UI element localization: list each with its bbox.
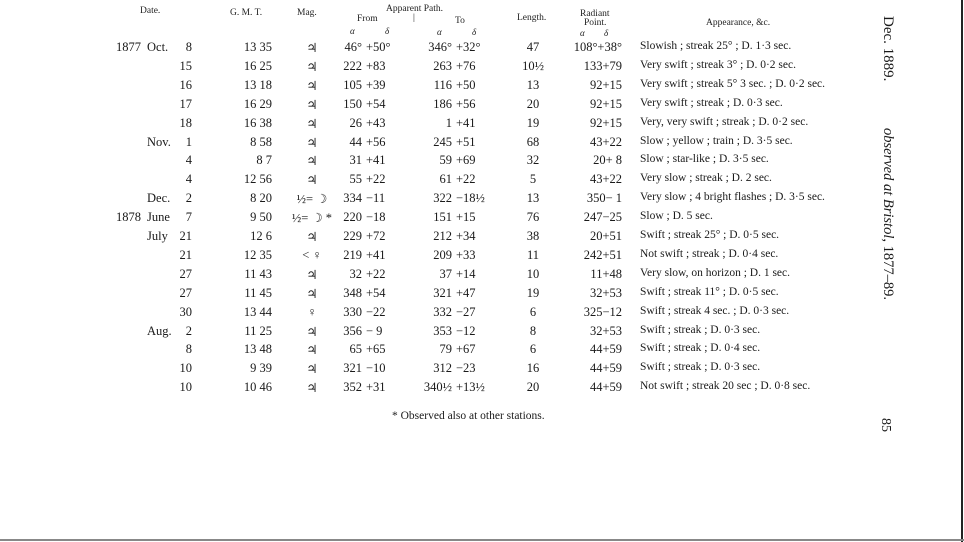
- cell-appearance: Swift ; streak 11° ; D. 0·5 sec.: [640, 285, 779, 298]
- cell-from-alpha: 352: [343, 380, 362, 395]
- cell-year: 1877: [116, 40, 141, 54]
- cell-radiant: 20+ 8: [593, 153, 622, 168]
- cell-appearance: Slowish ; streak 25° ; D. 1·3 sec.: [640, 40, 792, 52]
- cell-from-delta: +50°: [366, 40, 391, 54]
- cell-to-alpha: 59: [439, 153, 452, 168]
- cell-to-delta: +14: [456, 266, 476, 281]
- header-apparent-path: Apparent Path.: [386, 4, 443, 14]
- running-header: Dec. 1889.: [880, 16, 896, 82]
- running-title: [879, 128, 896, 300]
- cell-from-delta: +54: [366, 96, 386, 111]
- cell-appearance: Swift ; streak ; D. 0·3 sec.: [640, 361, 761, 374]
- cell-magnitude: ♃: [306, 116, 318, 131]
- header-gmt: G. M. T.: [230, 8, 263, 18]
- cell-to-delta: +33: [456, 247, 476, 262]
- cell-appearance: Very slow, on horizon ; D. 1 sec.: [640, 266, 791, 279]
- cell-magnitude: ♃: [306, 267, 318, 282]
- cell-gmt: 16 25: [243, 58, 272, 73]
- cell-to-alpha: 245: [433, 134, 452, 149]
- header-date: Date.: [140, 6, 161, 16]
- cell-from-alpha: 348: [343, 285, 362, 300]
- cell-month: Dec.: [147, 191, 171, 206]
- cell-appearance: Very, very swift ; streak ; D. 0·2 sec.: [640, 115, 809, 128]
- cell-length: 13: [526, 77, 540, 92]
- cell-from-delta: +39: [366, 77, 386, 92]
- cell-appearance: Very slow ; streak ; D. 2 sec.: [640, 172, 772, 185]
- cell-appearance: Swift ; streak 4 sec. ; D. 0·3 sec.: [640, 304, 790, 317]
- cell-length: 47: [526, 40, 540, 54]
- cell-magnitude: ♃: [306, 230, 318, 244]
- cell-to-delta: +50: [456, 77, 476, 92]
- cell-year: 1878: [116, 210, 141, 225]
- cell-length: 16: [526, 361, 540, 376]
- cell-gmt: 16 29: [243, 96, 272, 111]
- cell-to-delta: +76: [456, 58, 476, 73]
- cell-magnitude: ♃: [306, 324, 318, 339]
- header-to-alpha: α: [437, 27, 442, 37]
- header-radiant-2: Point.: [584, 18, 607, 28]
- cell-from-alpha: 330: [343, 304, 362, 319]
- cell-from-delta: +31: [366, 380, 386, 395]
- cell-from-delta: −10: [366, 361, 386, 376]
- cell-appearance: Swift ; streak ; D. 0·3 sec.: [640, 323, 761, 336]
- cell-to-alpha: 212: [433, 229, 452, 243]
- cell-length: 6: [529, 342, 537, 357]
- cell-to-delta: +13½: [456, 380, 485, 395]
- cell-month: Oct.: [147, 40, 169, 54]
- cell-magnitude: ♃: [306, 41, 318, 55]
- cell-to-alpha: 116: [433, 77, 452, 92]
- cell-month: Aug.: [147, 323, 172, 338]
- cell-radiant: 43+22: [589, 172, 622, 187]
- cell-radiant: 43+22: [589, 134, 622, 149]
- cell-gmt: 13 18: [243, 77, 272, 92]
- cell-appearance: Very swift ; streak ; D. 0·3 sec.: [640, 96, 783, 109]
- cell-to-delta: +22: [456, 172, 476, 187]
- cell-length: 11: [526, 247, 540, 262]
- cell-magnitude: ♃: [306, 78, 318, 93]
- cell-from-alpha: 32: [349, 266, 362, 281]
- cell-gmt: 12 56: [243, 172, 272, 187]
- cell-length: 19: [526, 285, 540, 300]
- cell-day: 15: [179, 58, 192, 73]
- cell-magnitude: ♃: [306, 286, 318, 301]
- cell-day: 4: [185, 172, 192, 187]
- cell-from-delta: +54: [366, 285, 386, 300]
- cell-to-alpha: 1: [445, 115, 452, 130]
- cell-day: 7: [185, 210, 192, 225]
- cell-length: 38: [526, 229, 540, 243]
- cell-appearance: Slow ; D. 5 sec.: [640, 210, 713, 223]
- cell-gmt: 8 20: [250, 191, 272, 206]
- cell-radiant: 108°+38°: [573, 40, 622, 54]
- header-from-alpha: α: [350, 26, 355, 36]
- cell-magnitude: ♃: [306, 381, 318, 396]
- cell-magnitude: ♃: [306, 362, 318, 377]
- cell-day: 8: [185, 40, 192, 54]
- cell-radiant: 11+48: [590, 266, 622, 281]
- cell-magnitude: < ♀: [302, 247, 322, 262]
- header-radiant-delta: δ: [604, 28, 609, 38]
- cell-to-alpha: 79: [439, 342, 452, 357]
- cell-from-alpha: 222: [343, 58, 362, 73]
- cell-appearance: Swift ; streak ; D. 0·4 sec.: [640, 342, 761, 355]
- cell-length: 20: [526, 96, 540, 111]
- cell-from-alpha: 321: [343, 361, 362, 376]
- header-radiant-alpha: α: [580, 28, 585, 38]
- cell-length: 32: [526, 153, 540, 168]
- header-length: Length.: [517, 13, 547, 23]
- cell-radiant: 92+15: [589, 77, 622, 92]
- cell-gmt: 9 50: [250, 210, 272, 225]
- cell-length: 20: [526, 380, 540, 395]
- cell-from-delta: +41: [366, 153, 386, 168]
- cell-day: 4: [185, 153, 192, 168]
- cell-from-delta: −11: [366, 191, 386, 206]
- cell-appearance: Very slow ; 4 bright flashes ; D. 3·5 sec.: [640, 191, 825, 204]
- cell-month: June: [147, 210, 170, 225]
- cell-day: 2: [185, 191, 192, 206]
- cell-radiant: 133+79: [583, 58, 622, 73]
- cell-from-delta: +41: [366, 247, 386, 262]
- cell-day: 2: [185, 323, 192, 338]
- cell-day: 18: [179, 115, 192, 130]
- header-mag: Mag.: [297, 8, 317, 18]
- cell-radiant: 32+53: [589, 285, 622, 300]
- footnote: * Observed also at other stations.: [392, 410, 545, 422]
- cell-day: 27: [179, 285, 192, 300]
- cell-appearance: Not swift ; streak 20 sec ; D. 0·8 sec.: [640, 380, 811, 393]
- cell-length: 6: [529, 304, 537, 319]
- cell-radiant: 44+59: [589, 380, 622, 395]
- cell-day: 27: [179, 266, 192, 281]
- cell-to-alpha: 151: [433, 210, 452, 225]
- cell-appearance: Not swift ; streak ; D. 0·4 sec.: [640, 247, 779, 260]
- cell-gmt: 11 43: [244, 266, 272, 281]
- cell-gmt: 8 58: [250, 134, 272, 149]
- cell-month: July: [147, 229, 168, 243]
- page-edge-right: [961, 0, 963, 542]
- cell-magnitude: ♃: [306, 97, 318, 112]
- cell-to-delta: −18½: [456, 191, 485, 206]
- cell-length: 10: [526, 266, 540, 281]
- cell-day: 17: [179, 96, 192, 111]
- cell-to-delta: +34: [456, 229, 476, 243]
- cell-to-alpha: 209: [433, 247, 452, 262]
- header-path-divider: |: [413, 13, 415, 23]
- cell-magnitude: ½= ☽: [296, 192, 328, 207]
- cell-gmt: 11 25: [244, 323, 272, 338]
- cell-from-alpha: 26: [349, 115, 362, 130]
- header-radiant-1: Radiant: [580, 9, 610, 19]
- cell-from-alpha: 46°: [344, 40, 362, 54]
- cell-to-delta: +32°: [456, 40, 481, 54]
- cell-to-alpha: 353: [433, 323, 452, 338]
- cell-day: 16: [179, 77, 192, 92]
- cell-to-delta: +41: [456, 115, 476, 130]
- cell-day: 10: [179, 361, 192, 376]
- cell-radiant: 20+51: [589, 229, 622, 243]
- cell-from-alpha: 356: [343, 323, 362, 338]
- cell-radiant: 32+53: [589, 323, 622, 338]
- table-row: [0, 380, 960, 402]
- header-from-delta: δ: [385, 26, 390, 36]
- cell-length: 76: [526, 210, 540, 225]
- cell-day: 10: [179, 380, 192, 395]
- cell-radiant: 242+51: [583, 247, 622, 262]
- page-edge-bottom: [0, 539, 964, 541]
- cell-length: 13: [526, 191, 540, 206]
- cell-radiant: 44+59: [589, 342, 622, 357]
- cell-to-delta: +47: [456, 285, 476, 300]
- cell-radiant: 92+15: [589, 115, 622, 130]
- cell-to-alpha: 312: [433, 361, 452, 376]
- cell-radiant: 92+15: [589, 96, 622, 111]
- cell-from-delta: −22: [366, 304, 386, 319]
- cell-magnitude: ♃: [306, 173, 318, 188]
- cell-from-alpha: 219: [343, 247, 362, 262]
- header-appearance: Appearance, &c.: [706, 18, 771, 28]
- cell-to-alpha: 186: [433, 96, 452, 111]
- cell-gmt: 13 44: [243, 304, 272, 319]
- cell-from-delta: +22: [366, 266, 386, 281]
- cell-day: 21: [179, 229, 192, 243]
- cell-from-alpha: 31: [349, 153, 362, 168]
- running-title-italic: observed at Bristol,: [880, 128, 896, 242]
- cell-from-alpha: 55: [349, 172, 362, 187]
- cell-appearance: Swift ; streak 25° ; D. 0·5 sec.: [640, 229, 780, 241]
- cell-magnitude: ½= ☽ *: [291, 211, 333, 226]
- cell-to-delta: −27: [456, 304, 476, 319]
- cell-from-alpha: 44: [349, 134, 362, 149]
- cell-magnitude: ♃: [306, 135, 318, 150]
- cell-radiant: 44+59: [589, 361, 622, 376]
- cell-from-delta: +56: [366, 134, 386, 149]
- cell-from-alpha: 65: [349, 342, 362, 357]
- cell-length: 19: [526, 115, 540, 130]
- cell-gmt: 13 35: [243, 40, 272, 54]
- cell-from-delta: −18: [366, 210, 386, 225]
- cell-from-delta: − 9: [366, 323, 383, 338]
- cell-to-alpha: 322: [433, 191, 452, 206]
- cell-to-alpha: 263: [433, 58, 452, 73]
- cell-day: 8: [185, 342, 192, 357]
- cell-length: 10½: [522, 58, 544, 73]
- cell-to-delta: −12: [456, 323, 476, 338]
- cell-radiant: 350− 1: [586, 191, 622, 206]
- cell-to-delta: +15: [456, 210, 476, 225]
- page-number: 85: [878, 418, 893, 432]
- cell-to-alpha: 346°: [428, 40, 452, 54]
- header-from: From: [357, 14, 378, 24]
- cell-month: Nov.: [147, 134, 171, 149]
- cell-to-alpha: 37: [439, 266, 452, 281]
- cell-appearance: Slow ; star-like ; D. 3·5 sec.: [640, 153, 769, 166]
- cell-appearance: Very swift ; streak 3° ; D. 0·2 sec.: [640, 58, 796, 71]
- cell-to-alpha: 332: [433, 304, 452, 319]
- cell-to-delta: −23: [456, 361, 476, 376]
- cell-radiant: 247−25: [583, 210, 622, 225]
- cell-magnitude: ♃: [306, 154, 318, 169]
- cell-day: 30: [179, 304, 192, 319]
- cell-from-delta: +65: [366, 342, 386, 357]
- cell-gmt: 8 7: [256, 153, 272, 168]
- cell-to-alpha: 340½: [423, 380, 452, 395]
- cell-from-alpha: 334: [343, 191, 362, 206]
- cell-from-alpha: 105: [343, 77, 362, 92]
- cell-magnitude: ♃: [306, 343, 318, 358]
- cell-from-alpha: 229: [343, 229, 362, 243]
- cell-gmt: 12 6: [250, 229, 272, 243]
- cell-magnitude: ♃: [306, 59, 318, 74]
- cell-length: 5: [529, 172, 537, 187]
- header-to-delta: δ: [472, 27, 477, 37]
- cell-from-alpha: 150: [343, 96, 362, 111]
- cell-magnitude: ♀: [307, 304, 317, 319]
- cell-gmt: 9 39: [250, 361, 272, 376]
- cell-day: 21: [179, 247, 192, 262]
- cell-to-delta: +67: [456, 342, 476, 357]
- cell-length: 8: [529, 323, 537, 338]
- cell-from-delta: +83: [366, 58, 386, 73]
- cell-to-delta: +56: [456, 96, 476, 111]
- cell-gmt: 10 46: [243, 380, 272, 395]
- cell-appearance: Very swift ; streak 5° 3 sec. ; D. 0·2 sec.: [640, 77, 826, 90]
- cell-radiant: 325−12: [583, 304, 622, 319]
- cell-from-delta: +43: [366, 115, 386, 130]
- cell-day: 1: [185, 134, 192, 149]
- cell-to-delta: +69: [456, 153, 476, 168]
- cell-gmt: 12 35: [243, 247, 272, 262]
- cell-from-delta: +22: [366, 172, 386, 187]
- cell-to-delta: +51: [456, 134, 476, 149]
- running-title-years: 1877–89.: [880, 245, 896, 300]
- cell-gmt: 11 45: [244, 285, 272, 300]
- cell-appearance: Slow ; yellow ; train ; D. 3·5 sec.: [640, 134, 793, 147]
- cell-to-alpha: 61: [439, 172, 452, 187]
- cell-gmt: 16 38: [243, 115, 272, 130]
- cell-from-delta: +72: [366, 229, 386, 243]
- cell-to-alpha: 321: [433, 285, 452, 300]
- header-to: To: [455, 16, 465, 26]
- cell-length: 68: [526, 134, 540, 149]
- cell-gmt: 13 48: [243, 342, 272, 357]
- cell-from-alpha: 220: [343, 210, 362, 225]
